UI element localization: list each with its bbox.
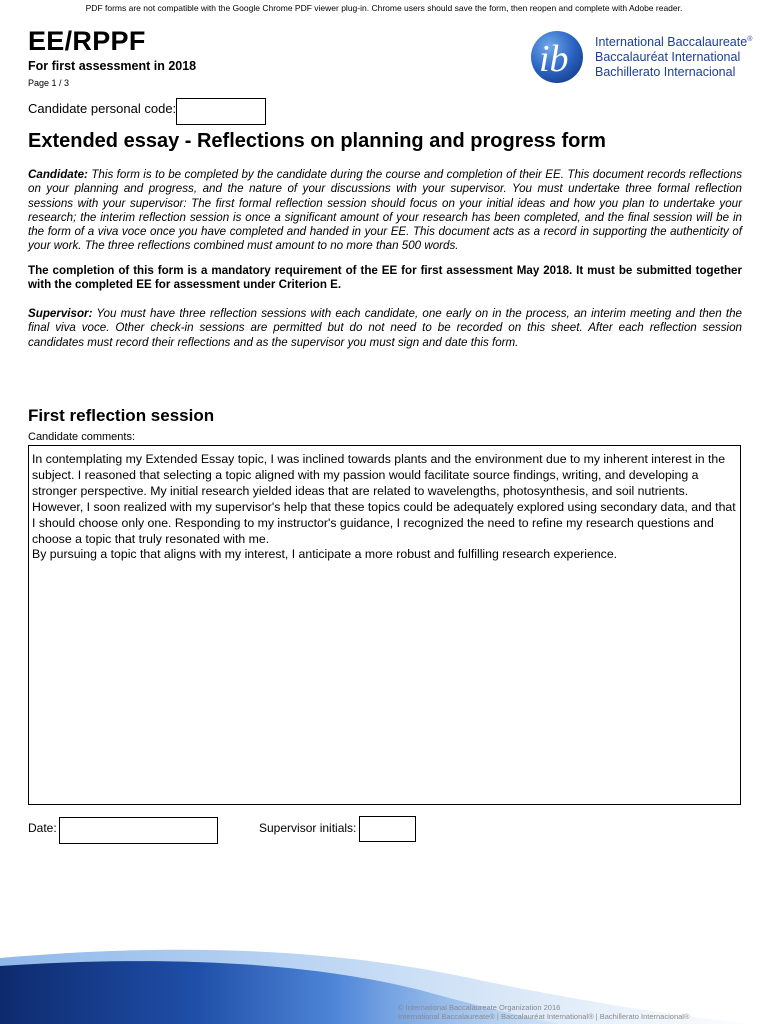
supervisor-instructions: Supervisor: You must have three reflection sessions with each candidate, one early on in the process, an interim meeting and then the final viva voce. Other check-in sessions are permitted but do not need to be recorded on this sheet. After each reflection session candidates must record their reflections and as the supervisor you must sign and date this form.: [28, 307, 742, 349]
date-label: Date:: [28, 821, 57, 835]
form-subtitle: For first assessment in 2018: [28, 59, 197, 73]
copyright-footer: © International Baccalaureate Organization 2016 International Baccalaureate® | Baccalauréat International® | Bachillerato Internacional®: [398, 1003, 690, 1021]
first-reflection-title: First reflection session: [28, 406, 215, 425]
comments-paragraph: By pursuing a topic that aligns with my interest, I anticipate a more robust and fulfilling research experience.: [32, 547, 618, 562]
form-code-title: EE/RPPF: [28, 26, 146, 56]
candidate-code-label: Candidate personal code:: [28, 101, 177, 116]
form-title: Extended essay - Reflections on planning and progress form: [28, 130, 606, 152]
supervisor-initials-label: Supervisor initials:: [259, 821, 357, 835]
page-number: Page 1 / 3: [28, 78, 70, 88]
pdf-compatibility-notice: PDF forms are not compatible with the Google Chrome PDF viewer plug-in. Chrome users should save the form, then reopen and complete with Adobe reader.: [85, 3, 683, 13]
candidate-comments-field[interactable]: [28, 445, 741, 805]
candidate-comments-label: Candidate comments:: [28, 431, 135, 443]
comments-paragraph: In contemplating my Extended Essay topic, I was inclined towards plants and the environment due to my inherent interest in the subject. I reasoned that selecting a topic aligned with my passion would facilitate source findings, writing, and developing a stronger perspective. My initial research yielded ideas that are related to wavelengths, photosynthesis, and soil nutrients. However, I soon realized with my supervisor's help that these topics could be adequately explored using secondary data, and that I should choose only one. Responding to my instructor's guidance, I recognized the need to refine my research questions and choose a topic that truly resonated with me.: [32, 452, 736, 546]
svg-text:ib: ib: [539, 38, 569, 80]
mandatory-notice: The completion of this form is a mandatory requirement of the EE for first assessment May 2018. It must be submitted together with the completed EE for assessment under Criterion E.: [28, 264, 742, 292]
candidate-code-field[interactable]: [176, 98, 266, 125]
date-field[interactable]: [59, 817, 218, 844]
ib-logo-text: International Baccalaureate® Baccalauréat International Bachillerato Internacional: [595, 35, 753, 80]
candidate-instructions: Candidate: This form is to be completed by the candidate during the course and completion of their EE. This document records reflections on your planning and progress, and the nature of your discussions with your supervisor. You must undertake three formal reflection sessions with your supervisor: The first formal reflection session should focus on your initial ideas and how you plan to undertake your research; the interim reflection session is once a significant amount of your research has been completed, and the final session will be in the form of a viva voce once you have completed and handed in your EE. This document acts as a record in supporting the authenticity of your work. The three reflections combined must amount to no more than 500 words.: [28, 168, 742, 253]
supervisor-initials-field[interactable]: [359, 816, 416, 842]
